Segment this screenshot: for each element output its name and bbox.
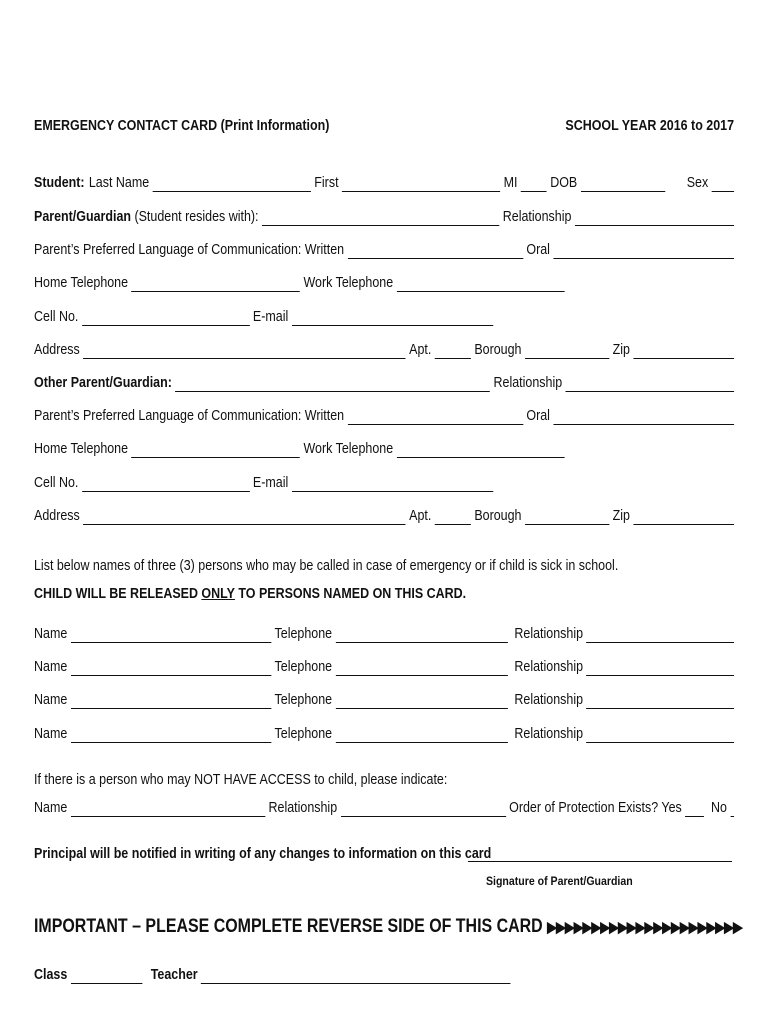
important-notice: IMPORTANT – PLEASE COMPLETE REVERSE SIDE OF THIS CARD <box>34 916 543 937</box>
cell-label: Cell No. <box>34 475 79 491</box>
parent1-address-field[interactable] <box>83 344 406 359</box>
signature-field[interactable] <box>468 861 732 862</box>
cell-label: Cell No. <box>34 309 79 325</box>
parent2-phone-row <box>34 441 734 458</box>
signature-caption: Signature of Parent/Guardian <box>486 874 633 888</box>
contact2-name-field[interactable] <box>71 661 271 676</box>
order-no-field[interactable] <box>730 802 734 817</box>
apt-label: Apt. <box>409 508 432 524</box>
parent1-zip-field[interactable] <box>633 344 734 359</box>
parent2-relationship-field[interactable] <box>566 377 734 392</box>
home-telephone-label: Home Telephone <box>34 441 129 457</box>
class-label: Class <box>34 967 68 983</box>
relationship-label: Relationship <box>502 209 572 225</box>
parent1-borough-field[interactable] <box>525 344 609 359</box>
parent1-relationship-field[interactable] <box>575 211 734 226</box>
last-name-label: Last Name <box>88 175 150 191</box>
parent1-phone-row <box>34 275 734 292</box>
student-label: Student: <box>34 175 85 191</box>
no-access-name-field[interactable] <box>71 802 265 817</box>
no-access-intro <box>34 772 734 789</box>
emergency-intro-text: List below names of three (3) persons who may be called in case of emergency or if child is sick in school. <box>34 558 619 574</box>
relationship-label: Relationship <box>514 692 584 708</box>
release-text-b: TO PERSONS NAMED ON THIS CARD. <box>234 586 467 602</box>
zip-label: Zip <box>612 342 630 358</box>
contact3-relationship-field[interactable] <box>586 694 734 709</box>
parent1-written-field[interactable] <box>348 244 523 259</box>
school-year: SCHOOL YEAR 2016 to 2017 <box>565 118 735 134</box>
contact3-telephone-field[interactable] <box>336 694 508 709</box>
important-row <box>34 916 742 938</box>
language-label: Parent’s Preferred Language of Communication: Written <box>34 408 345 424</box>
parent1-home-tel-field[interactable] <box>132 277 301 292</box>
emergency-contact-row <box>34 692 734 709</box>
teacher-field[interactable] <box>201 969 511 984</box>
principal-notice: Principal will be notified in writing of any changes to information on this card <box>34 846 492 862</box>
name-label: Name <box>34 726 68 742</box>
contact1-name-field[interactable] <box>71 628 271 643</box>
relationship-label: Relationship <box>493 375 563 391</box>
relationship-label: Relationship <box>514 626 584 642</box>
parent2-address-field[interactable] <box>83 510 406 525</box>
release-notice <box>34 586 734 603</box>
dob-label: DOB <box>550 175 578 191</box>
emergency-contact-row <box>34 659 734 676</box>
apt-label: Apt. <box>409 342 432 358</box>
student-row <box>34 175 734 192</box>
emergency-contact-row <box>34 726 734 743</box>
mi-label: MI <box>503 175 518 191</box>
parent1-address-row <box>34 342 734 359</box>
parent2-written-field[interactable] <box>348 410 523 425</box>
contact1-relationship-field[interactable] <box>586 628 734 643</box>
parent2-language-row <box>34 408 734 425</box>
parent1-cell-field[interactable] <box>82 311 250 326</box>
parent2-cell-field[interactable] <box>82 477 250 492</box>
email-label: E-mail <box>252 475 289 491</box>
header-row <box>34 118 734 135</box>
emergency-intro <box>34 558 734 575</box>
resides-label: (Student resides with): <box>134 209 259 225</box>
no-access-relationship-field[interactable] <box>341 802 506 817</box>
parent2-oral-field[interactable] <box>553 410 734 425</box>
language-label: Parent’s Preferred Language of Communication: Written <box>34 242 345 258</box>
work-telephone-label: Work Telephone <box>303 441 394 457</box>
parent2-address-row <box>34 508 734 525</box>
parent1-work-tel-field[interactable] <box>397 277 565 292</box>
work-telephone-label: Work Telephone <box>303 275 394 291</box>
contact1-telephone-field[interactable] <box>336 628 508 643</box>
relationship-label: Relationship <box>514 659 584 675</box>
name-label: Name <box>34 692 68 708</box>
order-yes-field[interactable] <box>685 802 704 817</box>
parent2-cell-row <box>34 475 734 492</box>
teacher-label: Teacher <box>150 967 198 983</box>
parent2-apt-field[interactable] <box>435 510 471 525</box>
contact4-name-field[interactable] <box>71 728 271 743</box>
form-title: EMERGENCY CONTACT CARD (Print Information) <box>34 118 330 134</box>
parent1-email-field[interactable] <box>292 311 493 326</box>
parent2-row <box>34 375 734 392</box>
order-of-protection-label: Order of Protection Exists? Yes <box>509 800 682 816</box>
parent2-zip-field[interactable] <box>633 510 734 525</box>
telephone-label: Telephone <box>274 692 333 708</box>
parent1-apt-field[interactable] <box>435 344 471 359</box>
order-no-label: No <box>710 800 727 816</box>
first-name-label: First <box>314 175 339 191</box>
telephone-label: Telephone <box>274 626 333 642</box>
parent2-email-field[interactable] <box>292 477 493 492</box>
address-label: Address <box>34 508 80 524</box>
zip-label: Zip <box>612 508 630 524</box>
no-access-intro-text: If there is a person who may NOT HAVE ACCESS to child, please indicate: <box>34 772 448 788</box>
contact4-relationship-field[interactable] <box>586 728 734 743</box>
parent1-row <box>34 209 734 226</box>
contact2-relationship-field[interactable] <box>586 661 734 676</box>
telephone-label: Telephone <box>274 659 333 675</box>
parent1-oral-field[interactable] <box>553 244 734 259</box>
name-label: Name <box>34 800 68 816</box>
name-label: Name <box>34 626 68 642</box>
parent2-work-tel-field[interactable] <box>397 443 565 458</box>
no-access-row <box>34 800 734 817</box>
contact3-name-field[interactable] <box>71 694 271 709</box>
relationship-label: Relationship <box>514 726 584 742</box>
sex-field[interactable] <box>712 177 734 192</box>
sex-label: Sex <box>686 175 709 191</box>
arrow-right-icons: ▶▶▶▶▶▶▶▶▶▶▶▶▶▶▶▶▶▶▶▶▶▶ <box>547 919 742 936</box>
mi-field[interactable] <box>521 177 547 192</box>
parent-guardian-label: Parent/Guardian <box>34 209 132 225</box>
oral-label: Oral <box>526 242 550 258</box>
release-only: ONLY <box>201 586 235 602</box>
email-label: E-mail <box>252 309 289 325</box>
class-field[interactable] <box>71 969 142 984</box>
class-teacher-row <box>34 967 734 984</box>
last-name-field[interactable] <box>153 177 311 192</box>
name-label: Name <box>34 659 68 675</box>
parent2-name-field[interactable] <box>175 377 490 392</box>
address-label: Address <box>34 342 80 358</box>
parent1-name-field[interactable] <box>262 211 499 226</box>
contact4-telephone-field[interactable] <box>336 728 508 743</box>
release-text-a: CHILD WILL BE RELEASED <box>34 586 202 602</box>
parent2-borough-field[interactable] <box>525 510 609 525</box>
home-telephone-label: Home Telephone <box>34 275 129 291</box>
oral-label: Oral <box>526 408 550 424</box>
parent2-home-tel-field[interactable] <box>132 443 301 458</box>
parent1-language-row <box>34 242 734 259</box>
first-name-field[interactable] <box>342 177 500 192</box>
other-parent-label: Other Parent/Guardian: <box>34 375 172 391</box>
telephone-label: Telephone <box>274 726 333 742</box>
borough-label: Borough <box>474 508 522 524</box>
parent1-cell-row <box>34 309 734 326</box>
contact2-telephone-field[interactable] <box>336 661 508 676</box>
emergency-contact-row <box>34 626 734 643</box>
dob-field[interactable] <box>581 177 665 192</box>
borough-label: Borough <box>474 342 522 358</box>
relationship-label: Relationship <box>268 800 338 816</box>
